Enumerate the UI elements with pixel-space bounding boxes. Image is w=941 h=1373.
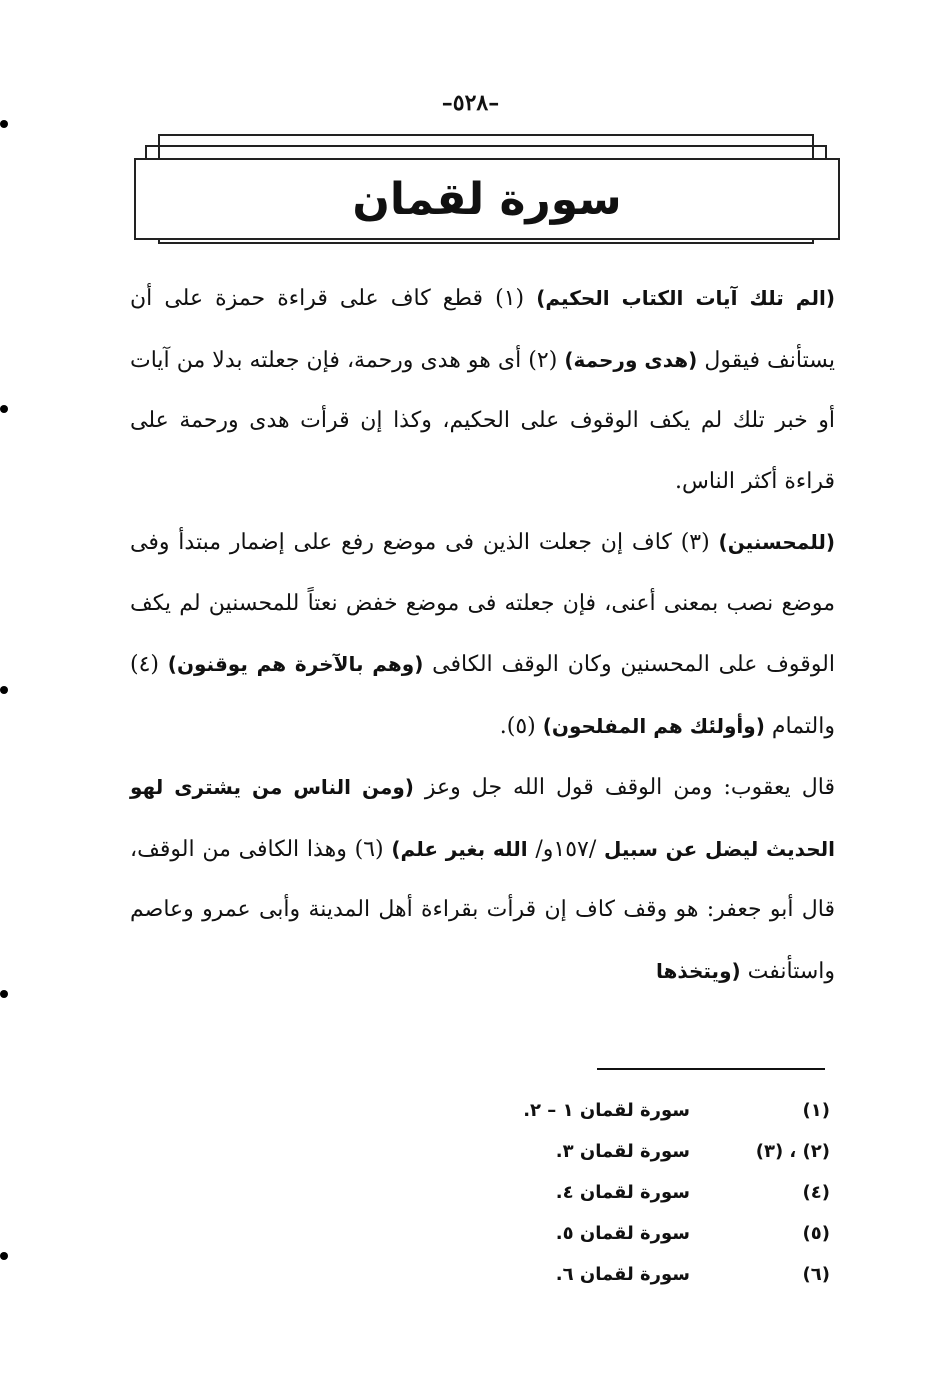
- footnote-number: (١): [802, 1100, 830, 1121]
- footnote-item: [470, 1172, 830, 1213]
- scan-mark: [0, 686, 8, 694]
- footnote-number: (٢) ، (٣): [755, 1141, 830, 1162]
- paragraph-2: [130, 512, 835, 757]
- commentary-text: (٣) كاف إن جعلت الذين فى موضع رفع على إضمار مبتدأ وفى موضع نصب بمعنى أعنى، فإن جعلته فى موضع خفض نعتاً للمحسنين لم يكف الوقوف على المحسنين وكان الوقف الكافى: [130, 530, 835, 677]
- footnotes: [470, 1090, 830, 1295]
- footnote-rule: [597, 1068, 825, 1070]
- quran-quote: (ويتخذها: [656, 958, 741, 983]
- footnote-number: (٤): [802, 1182, 830, 1203]
- commentary-text: (١) قطع كاف على قراءة حمزة على أن يستأنف فيقول: [130, 286, 836, 373]
- commentary-text: (٤) والتمام: [130, 652, 835, 739]
- scan-mark: [0, 990, 8, 998]
- quran-quote: (ومن الناس من يشترى لهو الحديث ليضل عن سبيل: [130, 775, 836, 861]
- quran-quote: (الم تلك آيات الكتاب الحكيم): [536, 286, 835, 310]
- commentary-text: (٥).: [499, 713, 543, 739]
- footnote-item: [470, 1131, 830, 1172]
- footnote-text: سورة لقمان ١ – ٢.: [523, 1100, 690, 1121]
- commentary-text: (٢) أى هو هدى ورحمة، فإن جعلته بدلا من آيات أو خبر تلك لم يكف الوقوف على الحكيم، وكذا إن قرأت هدى ورحمة على قراءة أكثر الناس.: [130, 347, 835, 494]
- footnote-item: [470, 1213, 830, 1254]
- commentary-text: قال يعقوب: ومن الوقف قول الله جل وعز: [413, 775, 835, 800]
- quran-quote: (وأولئك هم المفلحون): [542, 713, 765, 738]
- footnote-text: سورة لقمان ٣.: [555, 1141, 690, 1162]
- surah-title: سورة لقمان: [352, 173, 622, 225]
- footnote-item: [470, 1254, 830, 1295]
- paragraph-3: [130, 757, 835, 1002]
- footnote-text: سورة لقمان ٥.: [555, 1223, 690, 1244]
- quran-quote: (هدى ورحمة): [564, 347, 698, 372]
- body-text: [130, 268, 835, 1002]
- commentary-text: (٦) وهذا الكافى من الوقف، قال أبو جعفر: هو وقف كاف إن قرأت بقراءة أهل المدينة وأبى عمرو وعاصم واستأنفت: [130, 836, 836, 984]
- scan-mark: [0, 120, 8, 128]
- footnote-text: سورة لقمان ٤.: [555, 1182, 690, 1203]
- page-number: –٥٢٨–: [441, 90, 500, 116]
- footnote-number: (٥): [802, 1223, 830, 1244]
- quran-quote: (للمحسنين): [718, 530, 836, 554]
- commentary-text: /١٥٧و/: [527, 836, 605, 862]
- paragraph-1: [130, 268, 835, 512]
- quran-quote: (وهم بالآخرة هم يوقنون): [167, 652, 424, 676]
- footnote-item: [470, 1090, 830, 1131]
- footnote-number: (٦): [802, 1264, 830, 1285]
- title-frame: [134, 158, 840, 240]
- scan-mark: [0, 405, 8, 413]
- footnote-text: سورة لقمان ٦.: [555, 1264, 690, 1285]
- quran-quote: الله بغير علم): [391, 836, 528, 861]
- scan-mark: [0, 1252, 8, 1260]
